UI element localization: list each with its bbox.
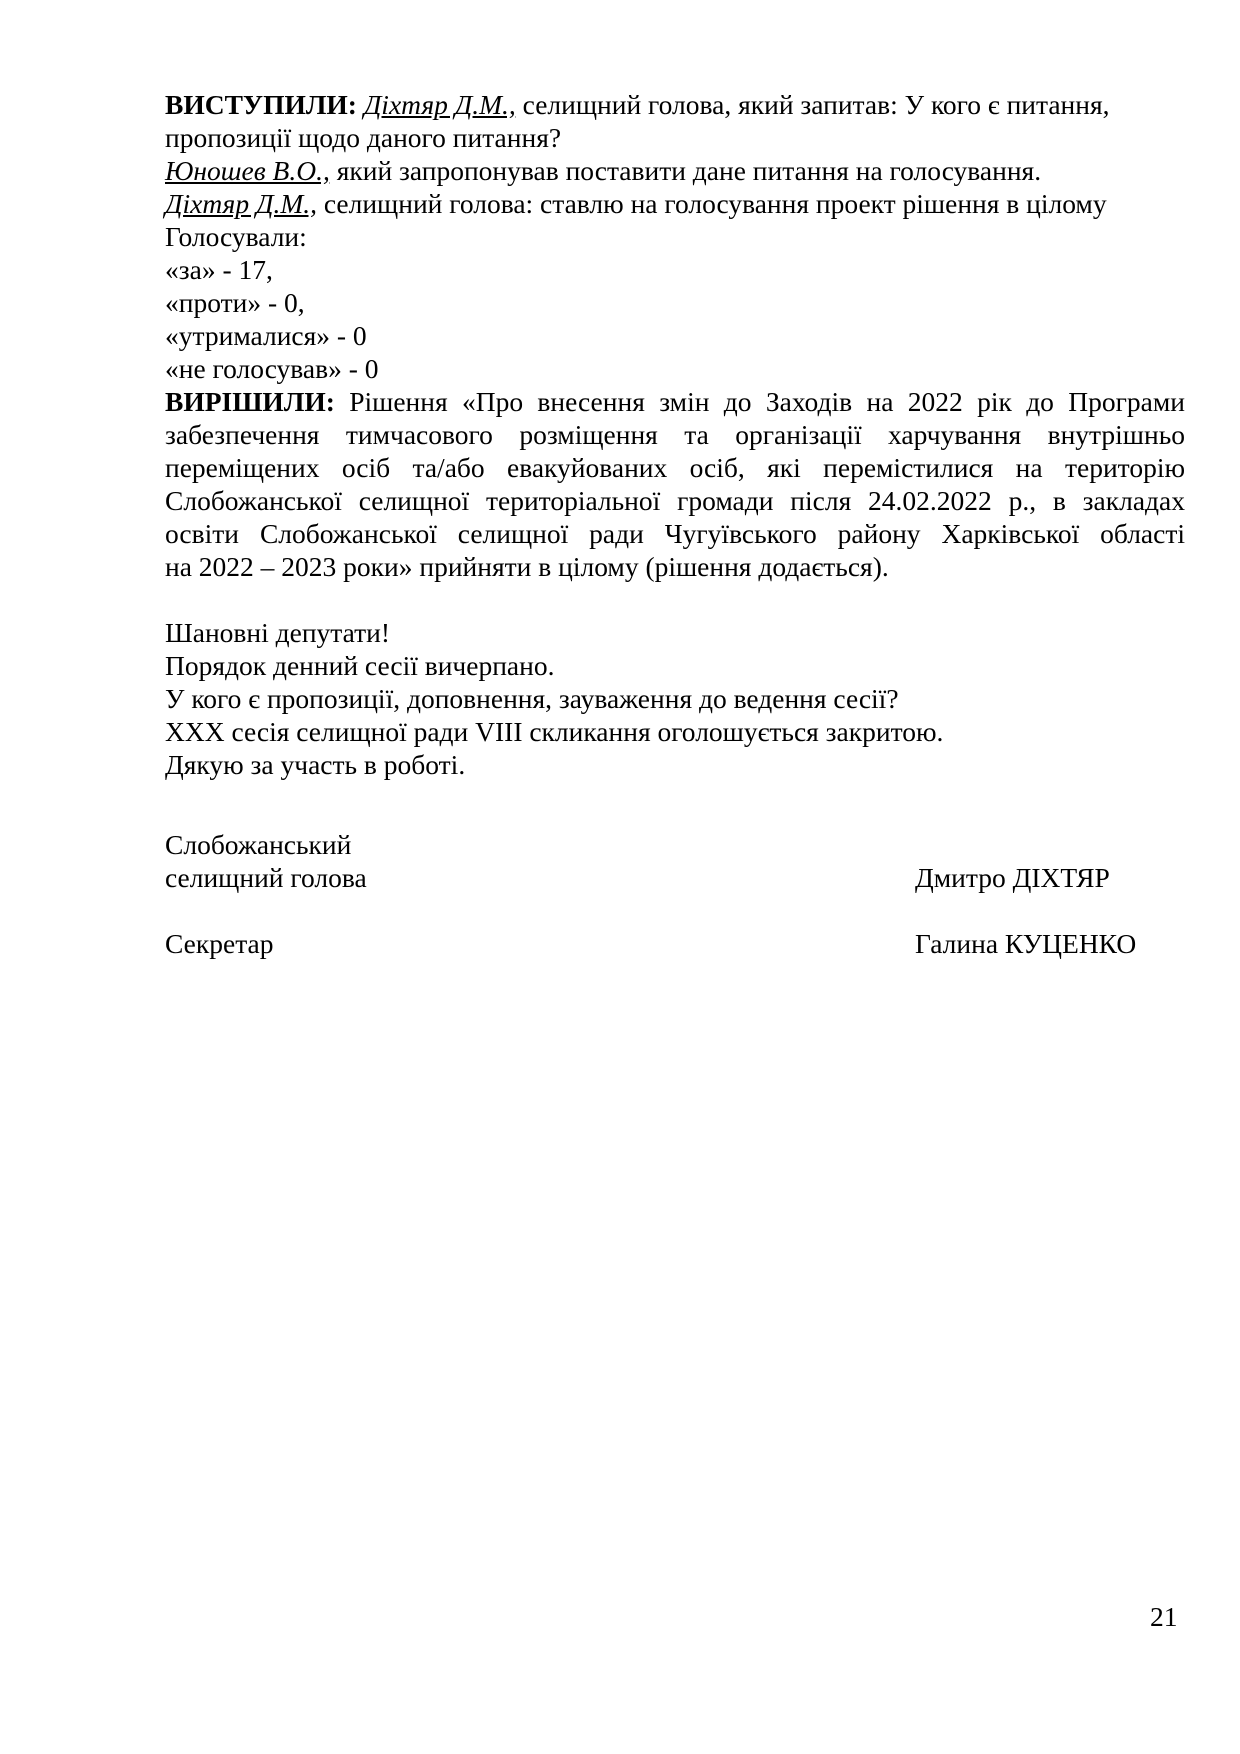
paragraph-gap — [165, 583, 1185, 616]
head-title-line-1: Слобожанський — [165, 829, 352, 860]
closing-line-3: У кого є пропозиції, доповнення, зауваження до ведення сесії? — [165, 683, 899, 714]
signature-block — [165, 828, 1185, 960]
speech-paragraph-1 — [165, 88, 1185, 121]
decision-lead: ВИРІШИЛИ: — [165, 386, 335, 417]
speech-paragraph-2 — [165, 154, 1185, 187]
speech-paragraph-3 — [165, 187, 1185, 220]
secretary-row — [165, 927, 1185, 960]
head-title-row-2 — [165, 861, 1185, 894]
page-number: 21 — [1150, 1601, 1178, 1632]
speech-text-2: який запропонував поставити дане питання на голосування. — [329, 155, 1042, 186]
secretary-name: Галина КУЦЕНКО — [915, 928, 1137, 959]
vote-not-voted: «не голосував» - 0 — [165, 353, 379, 384]
head-title-row-1 — [165, 828, 1185, 861]
decision-line-6: на 2022 – 2023 роки» прийняти в цілому (рішення додається). — [165, 551, 889, 582]
speaker-name-2: Юношев В.О., — [165, 155, 330, 186]
vote-against: «проти» - 0, — [165, 287, 305, 318]
closing-line-5: Дякую за участь в роботі. — [165, 749, 466, 780]
decision-line-5: освіти Слобожанської селищної ради Чугуївського району Харківської області — [165, 518, 1185, 549]
decision-line-1 — [165, 385, 1185, 418]
head-title-line-2: селищний голова — [165, 862, 367, 893]
closing-line-4: XXX сесія селищної ради VIII скликання оголошується закритою. — [165, 716, 944, 747]
secretary-title: Секретар — [165, 928, 274, 959]
vote-for: «за» - 17, — [165, 254, 273, 285]
speech-text-3: селищний голова: ставлю на голосування проект рішення в цілому — [316, 188, 1107, 219]
head-name: Дмитро ДІХТЯР — [915, 862, 1110, 893]
decision-text-1: Рішення «Про внесення змін до Заходів на 2022 рік до Програми — [334, 386, 1185, 417]
speeches-lead: ВИСТУПИЛИ: — [165, 89, 357, 120]
document-body — [165, 88, 1185, 781]
voting-title: Голосували: — [165, 221, 307, 252]
speech-text-1-continuation: пропозиції щодо даного питання? — [165, 122, 562, 153]
decision-line-3: переміщених осіб та/або евакуйованих осіб, які перемістилися на територію — [165, 452, 1185, 483]
closing-line-2: Порядок денний сесії вичерпано. — [165, 650, 555, 681]
vote-abstained: «утрималися» - 0 — [165, 320, 367, 351]
speech-text-1: селищний голова, який запитав: У кого є питання, — [515, 89, 1110, 120]
speaker-name-3: Діхтяр Д.М., — [165, 188, 317, 219]
decision-line-2: забезпечення тимчасового розміщення та організації харчування внутрішньо — [165, 419, 1185, 450]
decision-line-4: Слобожанської селищної територіальної громади після 24.02.2022 р., в закладах — [165, 485, 1185, 516]
signature-spacer — [165, 894, 1185, 927]
closing-line-1: Шановні депутати! — [165, 617, 391, 648]
speaker-name-1: Діхтяр Д.М., — [363, 89, 516, 120]
